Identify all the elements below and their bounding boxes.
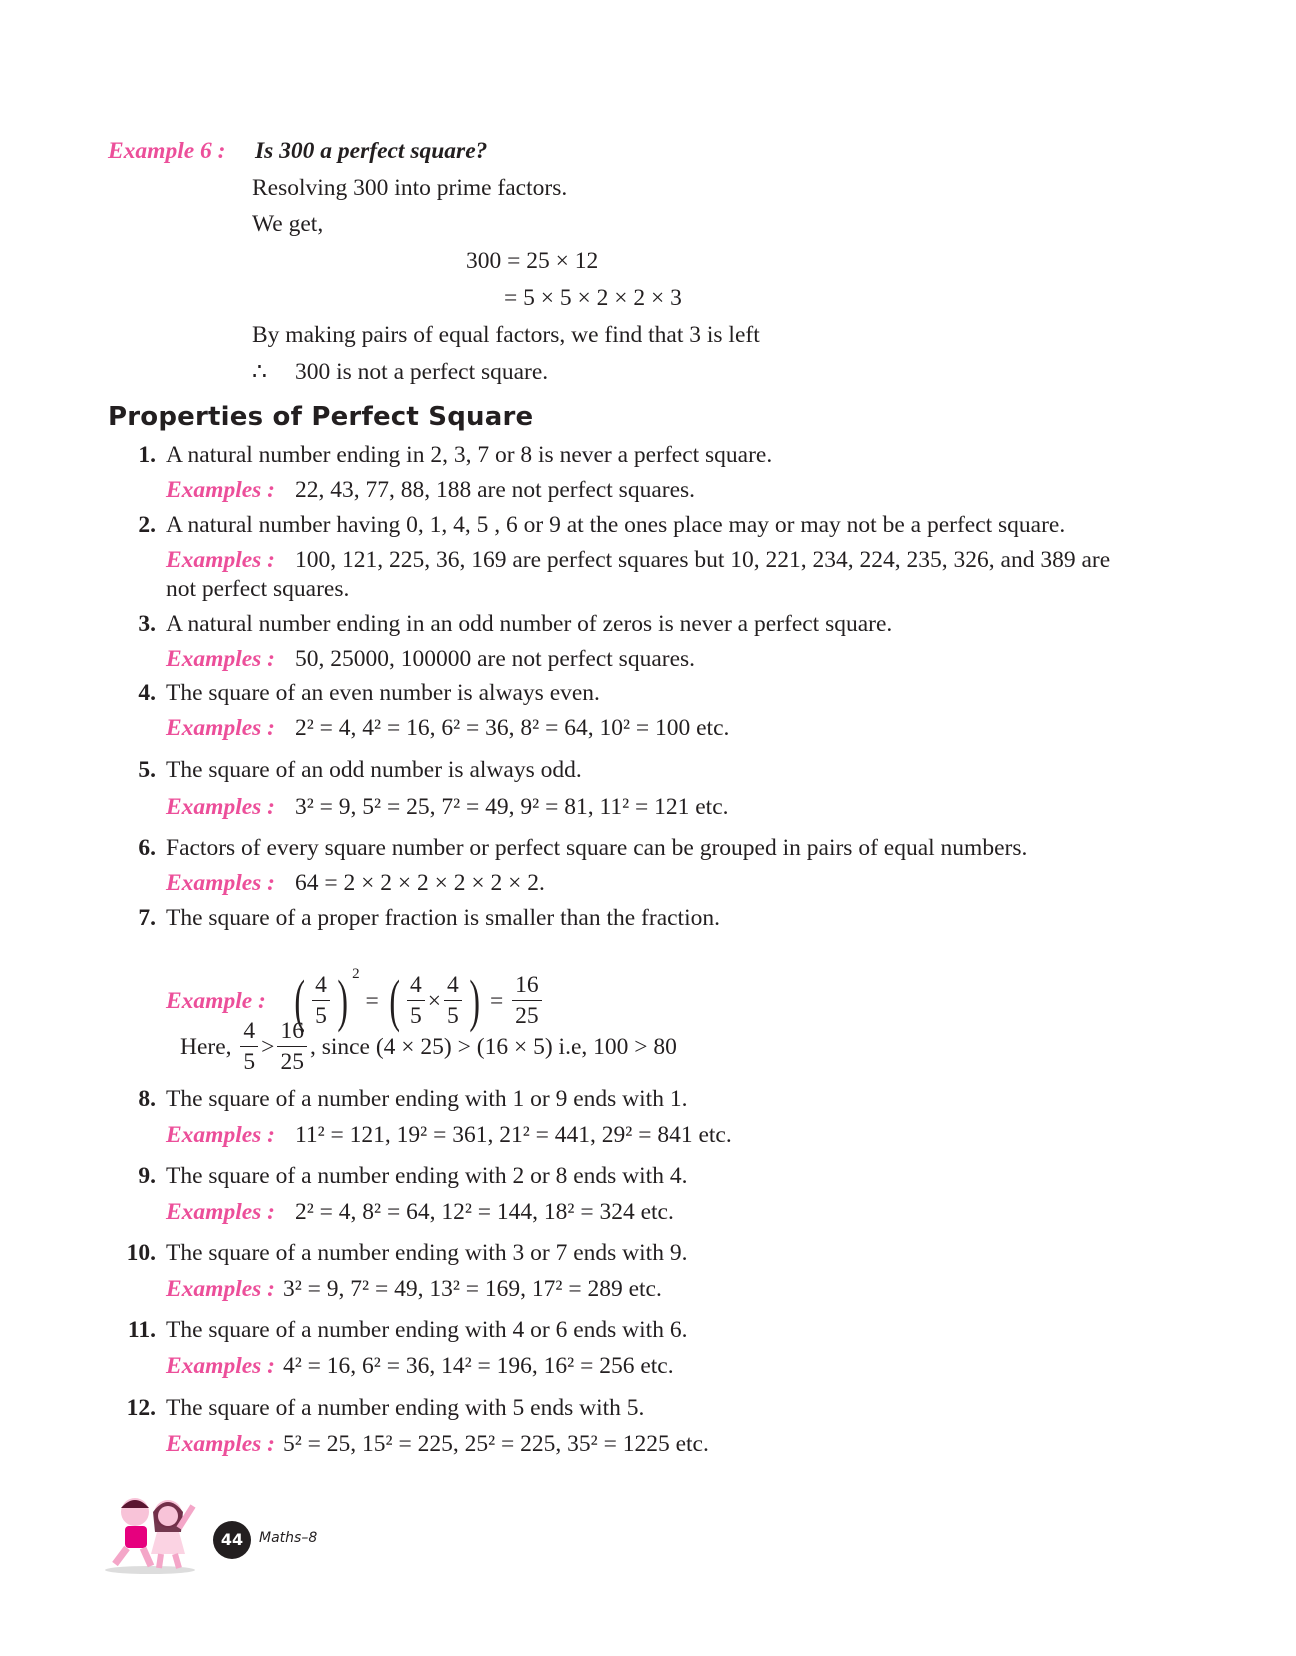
- example-label: Example :: [166, 987, 266, 1014]
- text-line: By making pairs of equal factors, we find that 3 is left: [252, 322, 760, 348]
- examples-text: 64 = 2 × 2 × 2 × 2 × 2 × 2.: [295, 870, 545, 896]
- property-text: The square of a number ending with 2 or 8 ends with 4.: [166, 1163, 688, 1189]
- equals: =: [489, 987, 504, 1014]
- property-text: The square of a number ending with 3 or 7 ends with 9.: [166, 1240, 688, 1266]
- examples-text: 4² = 16, 6² = 36, 14² = 196, 16² = 256 etc.: [283, 1353, 674, 1379]
- exponent: 2: [352, 966, 360, 982]
- fraction-example: Example : ( $\frac{4}{5}$ ) $^2$ = ( $\frac{4}{5}$ × $\frac{4}{5}$ ) = $\frac{16}{25}$: [166, 944, 545, 1031]
- here-label: Here,: [180, 1033, 232, 1060]
- numerator: 4: [312, 970, 330, 1001]
- examples-label: Examples :: [166, 477, 276, 503]
- examples-text: 2² = 4, 4² = 16, 6² = 36, 8² = 64, 10² = 100 etc.: [295, 715, 730, 741]
- property-text: A natural number having 0, 1, 4, 5 , 6 or 9 at the ones place may or may not be a perfect square.: [166, 512, 1066, 538]
- property-text: The square of a number ending with 5 ends with 5.: [166, 1395, 645, 1421]
- numerator: 4: [444, 970, 462, 1001]
- property-text: Factors of every square number or perfect square can be grouped in pairs of equal numbers.: [166, 835, 1028, 861]
- denominator: 5: [447, 1003, 459, 1030]
- property-text: The square of a number ending with 1 or 9 ends with 1.: [166, 1086, 688, 1112]
- examples-label: Examples :: [166, 646, 276, 672]
- examples-text: 3² = 9, 5² = 25, 7² = 49, 9² = 81, 11² = 121 etc.: [295, 794, 729, 820]
- item-number: 1.: [138, 442, 156, 468]
- denominator: 5: [243, 1049, 256, 1076]
- examples-label: Examples :: [166, 794, 276, 820]
- item-number: 6.: [138, 835, 156, 861]
- item-number: 2.: [138, 512, 156, 538]
- examples-text: 22, 43, 77, 88, 188 are not perfect squares.: [295, 477, 696, 503]
- property-text: A natural number ending in an odd number of zeros is never a perfect square.: [166, 611, 893, 637]
- numerator: 4: [240, 1016, 258, 1047]
- therefore-symbol: ∴: [252, 359, 267, 385]
- item-number: 4.: [138, 680, 156, 706]
- numerator: 16: [512, 970, 542, 1001]
- example-label: Example 6 :: [108, 138, 226, 164]
- item-number: 12.: [126, 1395, 156, 1421]
- examples-label: Examples :: [166, 715, 276, 741]
- item-number: 10.: [126, 1240, 156, 1266]
- book-title: Maths–8: [259, 1530, 318, 1546]
- times: ×: [427, 987, 442, 1014]
- examples-text: 2² = 4, 8² = 64, 12² = 144, 18² = 324 etc.: [295, 1199, 674, 1225]
- property-text: The square of a number ending with 4 or 6 ends with 6.: [166, 1317, 688, 1343]
- examples-text: 3² = 9, 7² = 49, 13² = 169, 17² = 289 etc.: [283, 1276, 662, 1302]
- item-number: 8.: [138, 1086, 156, 1112]
- conclusion: 300 is not a perfect square.: [295, 359, 549, 385]
- item-number: 5.: [138, 757, 156, 783]
- numerator: 4: [407, 970, 425, 1001]
- property-text: The square of a proper fraction is smaller than the fraction.: [166, 905, 720, 931]
- denominator: 25: [280, 1049, 304, 1076]
- example-question: Is 300 a perfect square?: [255, 138, 488, 164]
- examples-text: 100, 121, 225, 36, 169 are perfect squares but 10, 221, 234, 224, 235, 326, and 389 are: [295, 547, 1111, 573]
- examples-label: Examples :: [166, 1353, 276, 1379]
- examples-text: 11² = 121, 19² = 361, 21² = 441, 29² = 841 etc.: [295, 1122, 732, 1148]
- numerator: 16: [277, 1016, 307, 1047]
- greater-than: >: [261, 1033, 275, 1060]
- text-line: Resolving 300 into prime factors.: [252, 175, 568, 201]
- kids-illustration: [105, 1492, 200, 1574]
- examples-label: Examples :: [166, 1431, 276, 1457]
- property-text: A natural number ending in 2, 3, 7 or 8 is never a perfect square.: [166, 442, 773, 468]
- denominator: 5: [315, 1003, 327, 1030]
- fraction-comparison: [180, 1015, 677, 1077]
- property-text: The square of an even number is always even.: [166, 680, 600, 706]
- examples-text: 5² = 25, 15² = 225, 25² = 225, 35² = 1225 etc.: [283, 1431, 709, 1457]
- item-number: 9.: [138, 1163, 156, 1189]
- examples-text-continued: not perfect squares.: [166, 576, 350, 602]
- section-heading: Properties of Perfect Square: [108, 402, 534, 432]
- examples-label: Examples :: [166, 1122, 276, 1148]
- examples-label: Examples :: [166, 870, 276, 896]
- item-number: 7.: [138, 905, 156, 931]
- equation-line: = 5 × 5 × 2 × 2 × 3: [504, 285, 682, 311]
- denominator: 25: [515, 1003, 539, 1030]
- equals: =: [365, 987, 379, 1014]
- property-text: The square of an odd number is always odd.: [166, 757, 582, 783]
- denominator: 5: [410, 1003, 422, 1030]
- item-number: 11.: [127, 1317, 156, 1343]
- examples-label: Examples :: [166, 547, 276, 573]
- item-number: 3.: [138, 611, 156, 637]
- examples-label: Examples :: [166, 1199, 276, 1225]
- text-line: We get,: [252, 211, 324, 237]
- since-text: , since (4 × 25) > (16 × 5) i.e, 100 > 80: [309, 1033, 677, 1060]
- equation-line: 300 = 25 × 12: [466, 248, 599, 274]
- examples-label: Examples :: [166, 1276, 276, 1302]
- examples-text: 50, 25000, 100000 are not perfect squares.: [295, 646, 696, 672]
- page-number-badge: 44: [213, 1521, 251, 1559]
